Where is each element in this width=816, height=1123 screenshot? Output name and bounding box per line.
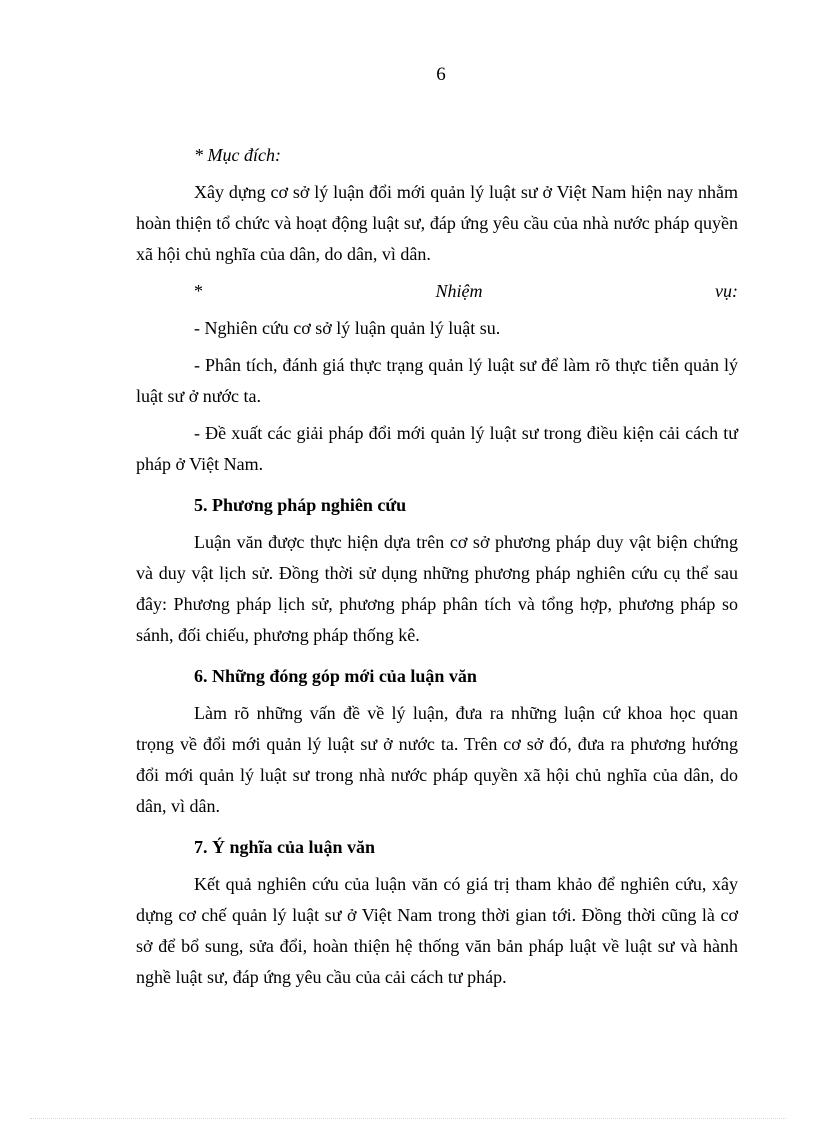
page-number: 6 [436,64,446,85]
section-7-paragraph: Kết quả nghiên cứu của luận văn có giá trị tham khảo để nghiên cứu, xây dựng cơ chế quản lý luật sư ở Việt Nam trong thời gian tới. Đồng thời cũng là cơ sở để bổ sung, sửa đổi, hoàn thiện hệ thống văn bản pháp luật về luật sư và hành nghề luật sư, đáp ứng yêu cầu của cải cách tư pháp. [136,874,738,987]
tasks-heading-star: * [194,281,203,301]
tasks-heading [136,276,738,307]
section-5-heading: 5. Phương pháp nghiên cứu [194,495,407,515]
section-7-heading: 7. Ý nghĩa của luận văn [194,837,376,857]
tasks-heading-word1: Nhiệm [435,281,483,301]
purpose-heading: * Mục đích: [194,145,281,165]
tasks-heading-word2: vụ: [715,281,738,301]
section-5-paragraph: Luận văn được thực hiện dựa trên cơ sở phương pháp duy vật biện chứng và duy vật lịch sử. Đồng thời sử dụng những phương pháp nghiên cứu cụ thể sau đây: Phương pháp lịch sử, phương pháp phân tích và tổng hợp, phương pháp so sánh, đối chiếu, phương pháp thống kê. [136,532,738,645]
section-6-paragraph: Làm rõ những vấn đề về lý luận, đưa ra những luận cứ khoa học quan trọng về đổi mới quản lý luật sư ở nước ta. Trên cơ sở đó, đưa ra phương hướng đổi mới quản lý luật sư trong nhà nước pháp quyền xã hội chủ nghĩa của dân, do dân, vì dân. [136,703,738,816]
page-bottom-divider [30,1118,786,1119]
task-item: - Đề xuất các giải pháp đổi mới quản lý luật sư trong điều kiện cải cách tư pháp ở Việt Nam. [136,423,738,474]
task-item: - Nghiên cứu cơ sở lý luận quản lý luật su. [194,318,501,338]
task-item: - Phân tích, đánh giá thực trạng quản lý luật sư để làm rõ thực tiễn quản lý luật sư ở nước ta. [136,355,738,406]
section-6-heading: 6. Những đóng góp mới của luận văn [194,666,477,686]
purpose-paragraph: Xây dựng cơ sở lý luận đổi mới quản lý luật sư ở Việt Nam hiện nay nhằm hoàn thiện tổ chức và hoạt động luật sư, đáp ứng yêu cầu của nhà nước pháp quyền xã hội chủ nghĩa của dân, do dân, vì dân. [136,182,738,264]
page-content [136,140,738,999]
